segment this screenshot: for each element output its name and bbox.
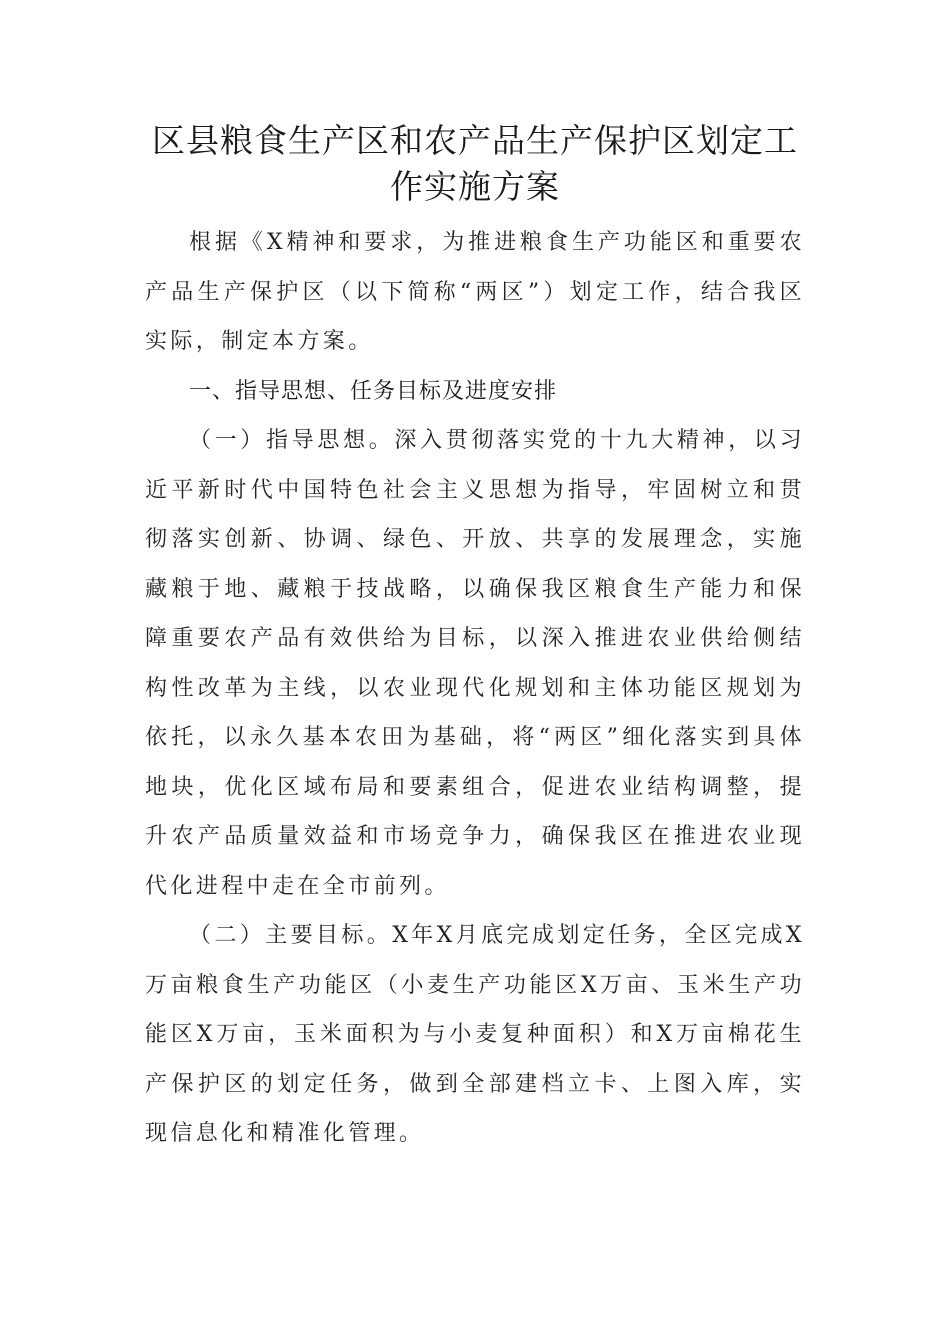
document-page (145, 118, 805, 1159)
main-goals-paragraph: （二）主要目标。X年X月底完成划定任务，全区完成X万亩粮食生产功能区（小麦生产功能区X万亩、玉米生产功能区X万亩，玉米面积为与小麦复种面积）和X万亩棉花生产保护区的划定任务，做到全部建档立卡、上图入库，实现信息化和精准化管理。 (145, 923, 805, 1146)
document-title: 区县粮食生产区和农产品生产保护区划定工作实施方案 (152, 121, 798, 206)
intro-paragraph: 根据《X精神和要求，为推进粮食生产功能区和重要农产品生产保护区（以下简称“两区”）划定工作，结合我区实际，制定本方案。 (145, 230, 805, 354)
guiding-ideology-paragraph: （一）指导思想。深入贯彻落实党的十九大精神，以习近平新时代中国特色社会主义思想为指导，牢固树立和贯彻落实创新、协调、绿色、开放、共享的发展理念，实施藏粮于地、藏粮于技战略，以确保我区粮食生产能力和保障重要农产品有效供给为目标，以深入推进农业供给侧结构性改革为主线，以农业现代化规划和主体功能区规划为依托，以永久基本农田为基础，将“两区”细化落实到具体地块，优化区域布局和要素组合，促进农业结构调整，提升农产品质量效益和市场竞争力，确保我区在推进农业现代化进程中走在全市前列。 (145, 428, 805, 899)
section-heading-1: 一、指导思想、任务目标及进度安排 (189, 378, 558, 404)
